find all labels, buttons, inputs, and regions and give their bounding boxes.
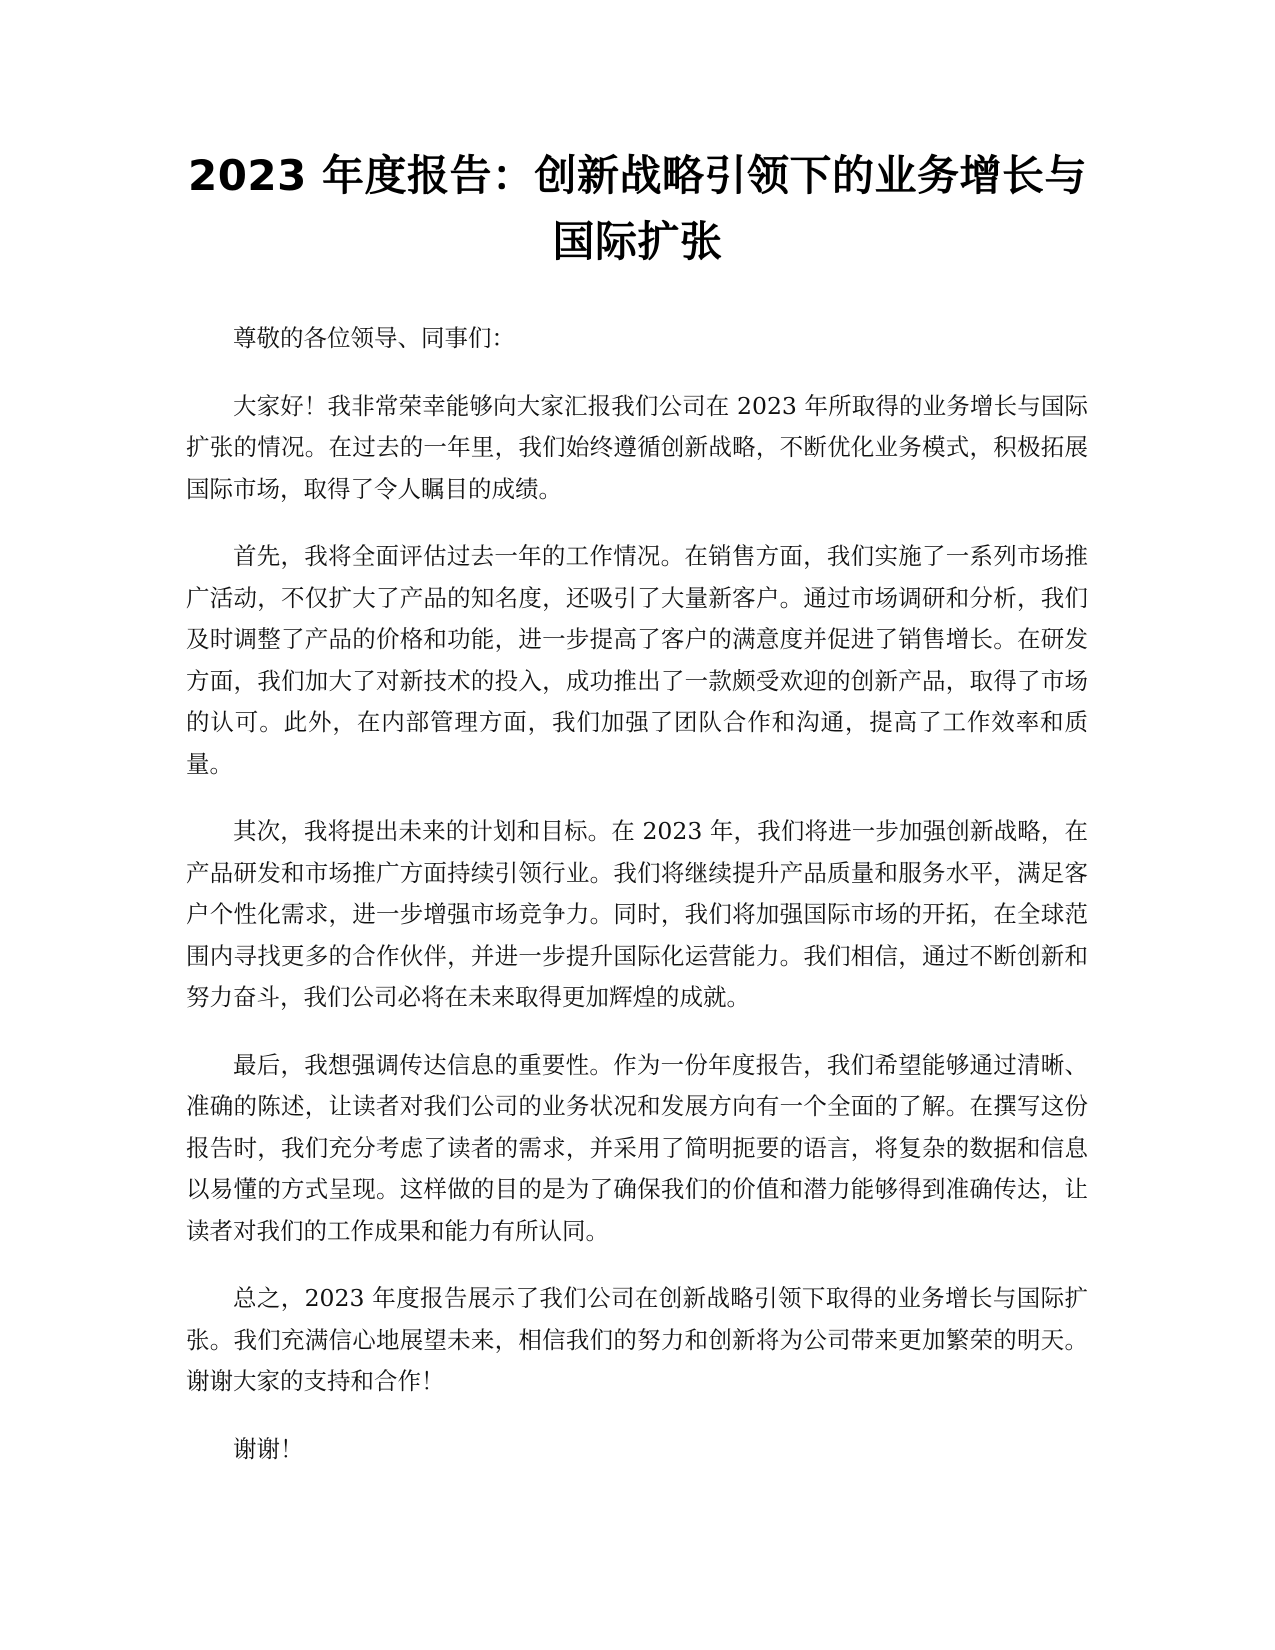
document-title: 2023 年度报告：创新战略引领下的业务增长与国际扩张 <box>187 151 1088 266</box>
paragraph-intro: 大家好！我非常荣幸能够向大家汇报我们公司在 2023 年所取得的业务增长与国际扩张的情况。在过去的一年里，我们始终遵循创新战略，不断优化业务模式，积极拓展国际市场，取得了令人瞩目的成绩。 <box>186 391 1088 503</box>
paragraph-review: 首先，我将全面评估过去一年的工作情况。在销售方面，我们实施了一系列市场推广活动，不仅扩大了产品的知名度，还吸引了大量新客户。通过市场调研和分析，我们及时调整了产品的价格和功能，进一步提高了客户的满意度并促进了销售增长。在研发方面，我们加大了对新技术的投入，成功推出了一款颇受欢迎的创新产品，取得了市场的认可。此外，在内部管理方面，我们加强了团队合作和沟通，提高了工作效率和质量。 <box>186 542 1088 778</box>
closing: 谢谢！ <box>233 1434 304 1463</box>
salutation: 尊敬的各位领导、同事们： <box>233 324 515 352</box>
document-body <box>186 318 1088 1496</box>
paragraph-plans: 其次，我将提出未来的计划和目标。在 2023 年，我们将进一步加强创新战略，在产品研发和市场推广方面持续引领行业。我们将继续提升产品质量和服务水平，满足客户个性化需求，进一步增强市场竞争力。同时，我们将加强国际市场的开拓，在全球范围内寻找更多的合作伙伴，并进一步提升国际化运营能力。我们相信，通过不断创新和努力奋斗，我们公司必将在未来取得更加辉煌的成就。 <box>186 817 1088 1011</box>
paragraph-conclusion: 总之，2023 年度报告展示了我们公司在创新战略引领下取得的业务增长与国际扩张。我们充满信心地展望未来，相信我们的努力和创新将为公司带来更加繁荣的明天。谢谢大家的支持和合作！ <box>186 1284 1088 1395</box>
paragraph-communication: 最后，我想强调传达信息的重要性。作为一份年度报告，我们希望能够通过清晰、准确的陈述，让读者对我们公司的业务状况和发展方向有一个全面的了解。在撰写这份报告时，我们充分考虑了读者的需求，并采用了简明扼要的语言，将复杂的数据和信息以易懂的方式呈现。这样做的目的是为了确保我们的价值和潜力能够得到准确传达，让读者对我们的工作成果和能力有所认同。 <box>186 1050 1088 1245</box>
